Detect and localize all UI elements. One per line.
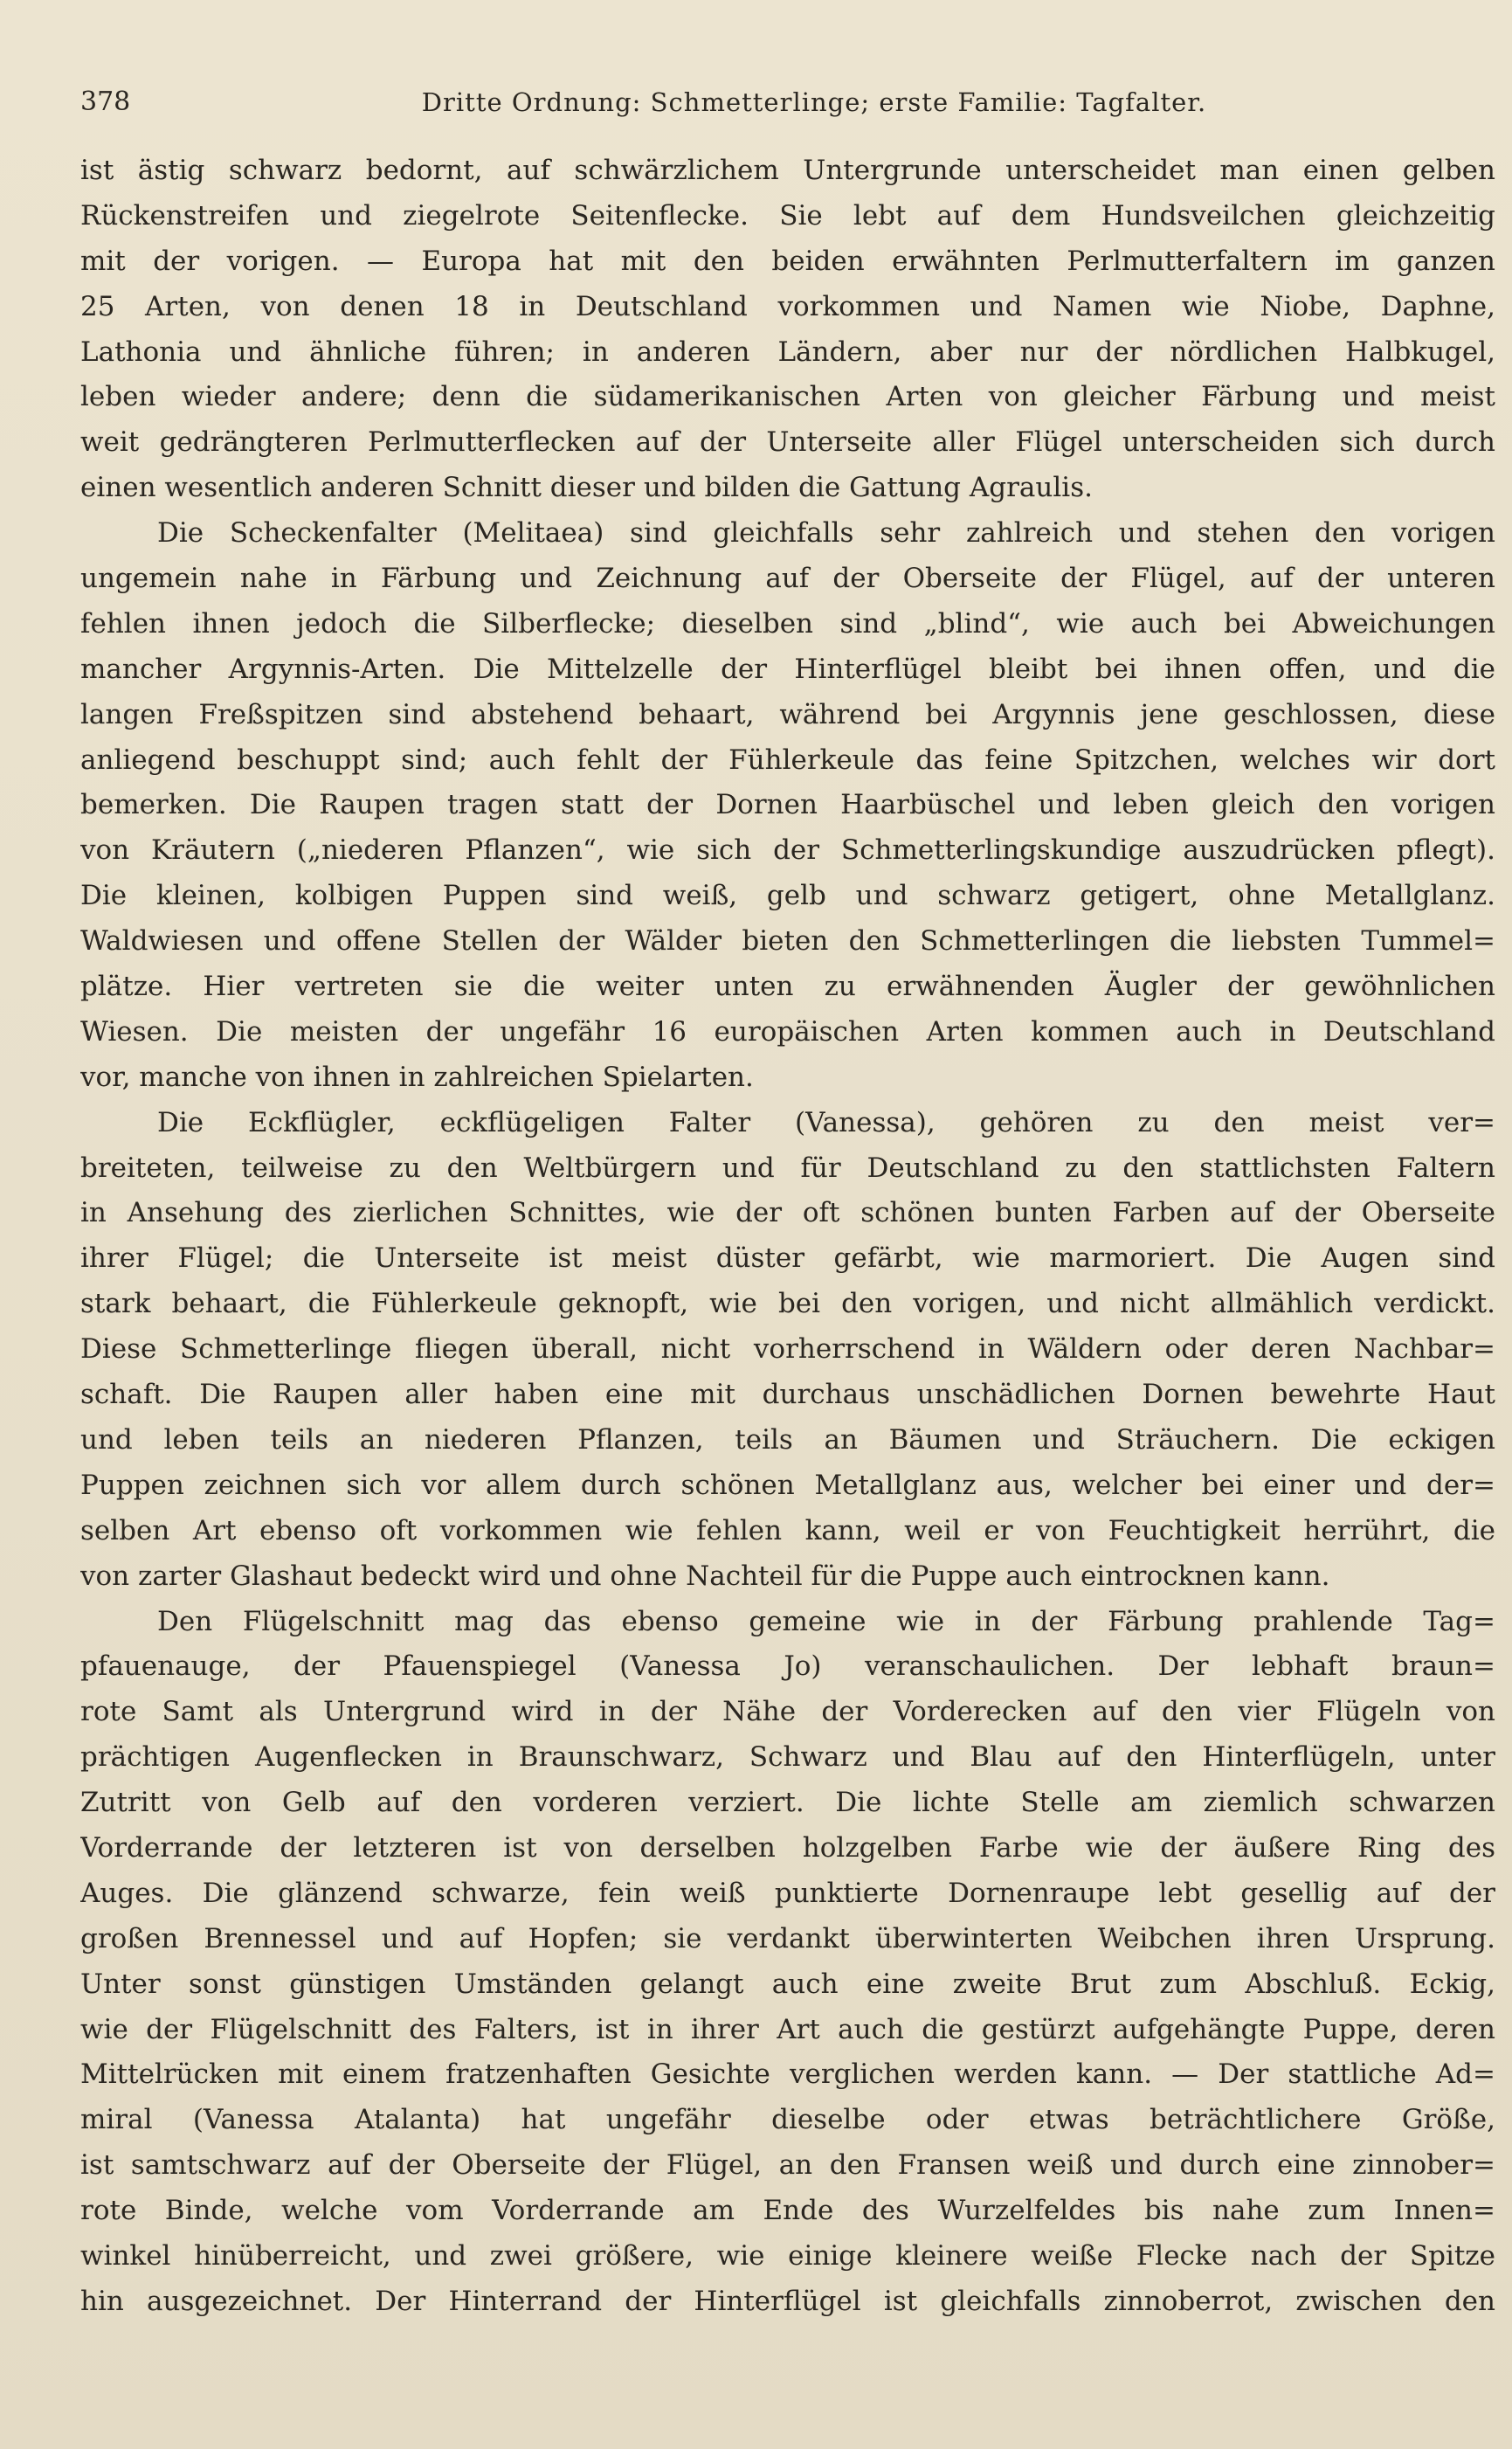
text-line: und leben teils an niederen Pflanzen, teils an Bäumen und Sträuchern. Die eckigen [80, 1423, 1495, 1456]
text-line: wie der Flügelschnitt des Falters, ist in ihrer Art auch die gestürzt aufgehängte Puppe, deren [80, 2013, 1495, 2045]
body-text [80, 149, 1495, 2325]
text-line: Wiesen. Die meisten der ungefähr 16 europäischen Arten kommen auch in Deutschland [80, 1015, 1495, 1048]
text-line: ihrer Flügel; die Unterseite ist meist düster gefärbt, wie marmoriert. Die Augen sind [80, 1242, 1495, 1275]
text-line: prächtigen Augenflecken in Braunschwarz, Schwarz und Blau auf den Hinterflügeln, unter [80, 1741, 1495, 1774]
text-line: winkel hinüberreicht, und zwei größere, wie einige kleinere weiße Flecke nach der Spitze [80, 2239, 1495, 2272]
text-line: Waldwiesen und offene Stellen der Wälder bieten den Schmetterlingen die liebsten Tummel= [80, 925, 1495, 958]
text-line: fehlen ihnen jedoch die Silberflecke; dieselben sind „blind“, wie auch bei Abweichungen [80, 607, 1495, 640]
text-line: Diese Schmetterlinge fliegen überall, nicht vorherrschend in Wäldern oder deren Nachbar= [80, 1333, 1495, 1366]
text-line: stark behaart, die Fühlerkeule geknopft, wie bei den vorigen, und nicht allmählich verdickt. [80, 1288, 1495, 1320]
text-line: 25 Arten, von denen 18 in Deutschland vorkommen und Namen wie Niobe, Daphne, [80, 290, 1495, 322]
text-line: Lathonia und ähnliche führen; in anderen Ländern, aber nur der nördlichen Halbkugel, [80, 336, 1495, 368]
text-line: pfauenauge, der Pfauenspiegel (Vanessa Jo) veranschaulichen. Der lebhaft braun= [80, 1650, 1495, 1683]
text-line: miral (Vanessa Atalanta) hat ungefähr dieselbe oder etwas beträchtlichere Größe, [80, 2104, 1495, 2136]
text-line: breiteten, teilweise zu den Weltbürgern und für Deutschland zu den stattlichsten Faltern [80, 1152, 1495, 1184]
text-line: von Kräutern („niederen Pflanzen“, wie sich der Schmetterlingskundige auszudrücken pflegt). [80, 834, 1495, 867]
text-line: Rückenstreifen und ziegelrote Seitenflecke. Sie lebt auf dem Hundsveilchen gleichzeitig [80, 199, 1495, 232]
text-line: einen wesentlich anderen Schnitt dieser und bilden die Gattung Agraulis. [80, 472, 1093, 504]
text-line: plätze. Hier vertreten sie die weiter unten zu erwähnenden Äugler der gewöhnlichen [80, 971, 1495, 1003]
text-line: Zutritt von Gelb auf den vorderen verziert. Die lichte Stelle am ziemlich schwarzen [80, 1787, 1495, 1819]
text-line: Die kleinen, kolbigen Puppen sind weiß, gelb und schwarz getigert, ohne Metallglanz. [80, 880, 1495, 912]
text-line: mancher Argynnis-Arten. Die Mittelzelle der Hinterflügel bleibt bei ihnen offen, und die [80, 653, 1495, 685]
page-header [80, 80, 1495, 124]
text-line: ist samtschwarz auf der Oberseite der Flügel, an den Fransen weiß und durch eine zinnober= [80, 2149, 1495, 2182]
text-line: Die Scheckenfalter (Melitaea) sind gleichfalls sehr zahlreich und stehen den vorigen [157, 517, 1495, 550]
text-line: langen Freßspitzen sind abstehend behaart, während bei Argynnis jene geschlossen, diese [80, 698, 1495, 730]
text-line: in Ansehung des zierlichen Schnittes, wie der oft schönen bunten Farben auf der Oberseite [80, 1197, 1495, 1229]
text-line: rote Binde, welche vom Vorderrande am Ende des Wurzelfeldes bis nahe zum Innen= [80, 2195, 1495, 2227]
page-number: 378 [80, 86, 131, 117]
text-line: Puppen zeichnen sich vor allem durch schönen Metallglanz aus, welcher bei einer und der= [80, 1469, 1495, 1501]
text-line: von zarter Glashaut bedeckt wird und ohne Nachteil für die Puppe auch eintrocknen kann. [80, 1560, 1330, 1592]
text-line: selben Art ebenso oft vorkommen wie fehlen kann, weil er von Feuchtigkeit herrührt, die [80, 1514, 1495, 1546]
text-line: Den Flügelschnitt mag das ebenso gemeine wie in der Färbung prahlende Tag= [157, 1605, 1495, 1637]
text-line: hin ausgezeichnet. Der Hinterrand der Hinterflügel ist gleichfalls zinnoberrot, zwischen den [80, 2285, 1495, 2317]
text-line: anliegend beschuppt sind; auch fehlt der Fühlerkeule das feine Spitzchen, welches wir dort [80, 744, 1495, 776]
text-line: Die Eckflügler, eckflügeligen Falter (Vanessa), gehören zu den meist ver= [157, 1106, 1495, 1138]
text-line: Vorderrande der letzteren ist von derselben holzgelben Farbe wie der äußere Ring des [80, 1831, 1495, 1864]
text-line: rote Samt als Untergrund wird in der Nähe der Vorderecken auf den vier Flügeln von [80, 1696, 1495, 1728]
text-line: großen Brennessel und auf Hopfen; sie verdankt überwinterten Weibchen ihren Ursprung. [80, 1922, 1495, 1954]
text-line: leben wieder andere; denn die südamerikanischen Arten von gleicher Färbung und meist [80, 381, 1495, 413]
text-line: vor, manche von ihnen in zahlreichen Spielarten. [80, 1061, 754, 1093]
text-line: ungemein nahe in Färbung und Zeichnung auf der Oberseite der Flügel, auf der unteren [80, 563, 1495, 595]
text-line: mit der vorigen. — Europa hat mit den beiden erwähnten Perlmutterfaltern im ganzen [80, 245, 1495, 277]
text-line: Mittelrücken mit einem fratzenhaften Gesichte verglichen werden kann. — Der stattliche Ad= [80, 2058, 1495, 2091]
text-line: bemerken. Die Raupen tragen statt der Dornen Haarbüschel und leben gleich den vorigen [80, 789, 1495, 821]
text-line: weit gedrängteren Perlmutterflecken auf der Unterseite aller Flügel unterscheiden sich durch [80, 426, 1495, 459]
text-line: schaft. Die Raupen aller haben eine mit durchaus unschädlichen Dornen bewehrte Haut [80, 1379, 1495, 1411]
running-title: Dritte Ordnung: Schmetterlinge; erste Familie: Tagfalter. [421, 87, 1207, 117]
text-line: Auges. Die glänzend schwarze, fein weiß punktierte Dornenraupe lebt gesellig auf der [80, 1877, 1495, 1909]
text-line: Unter sonst günstigen Umständen gelangt auch eine zweite Brut zum Abschluß. Eckig, [80, 1968, 1495, 2000]
text-line: ist ästig schwarz bedornt, auf schwärzlichem Untergrunde unterscheidet man einen gelben [80, 155, 1495, 186]
